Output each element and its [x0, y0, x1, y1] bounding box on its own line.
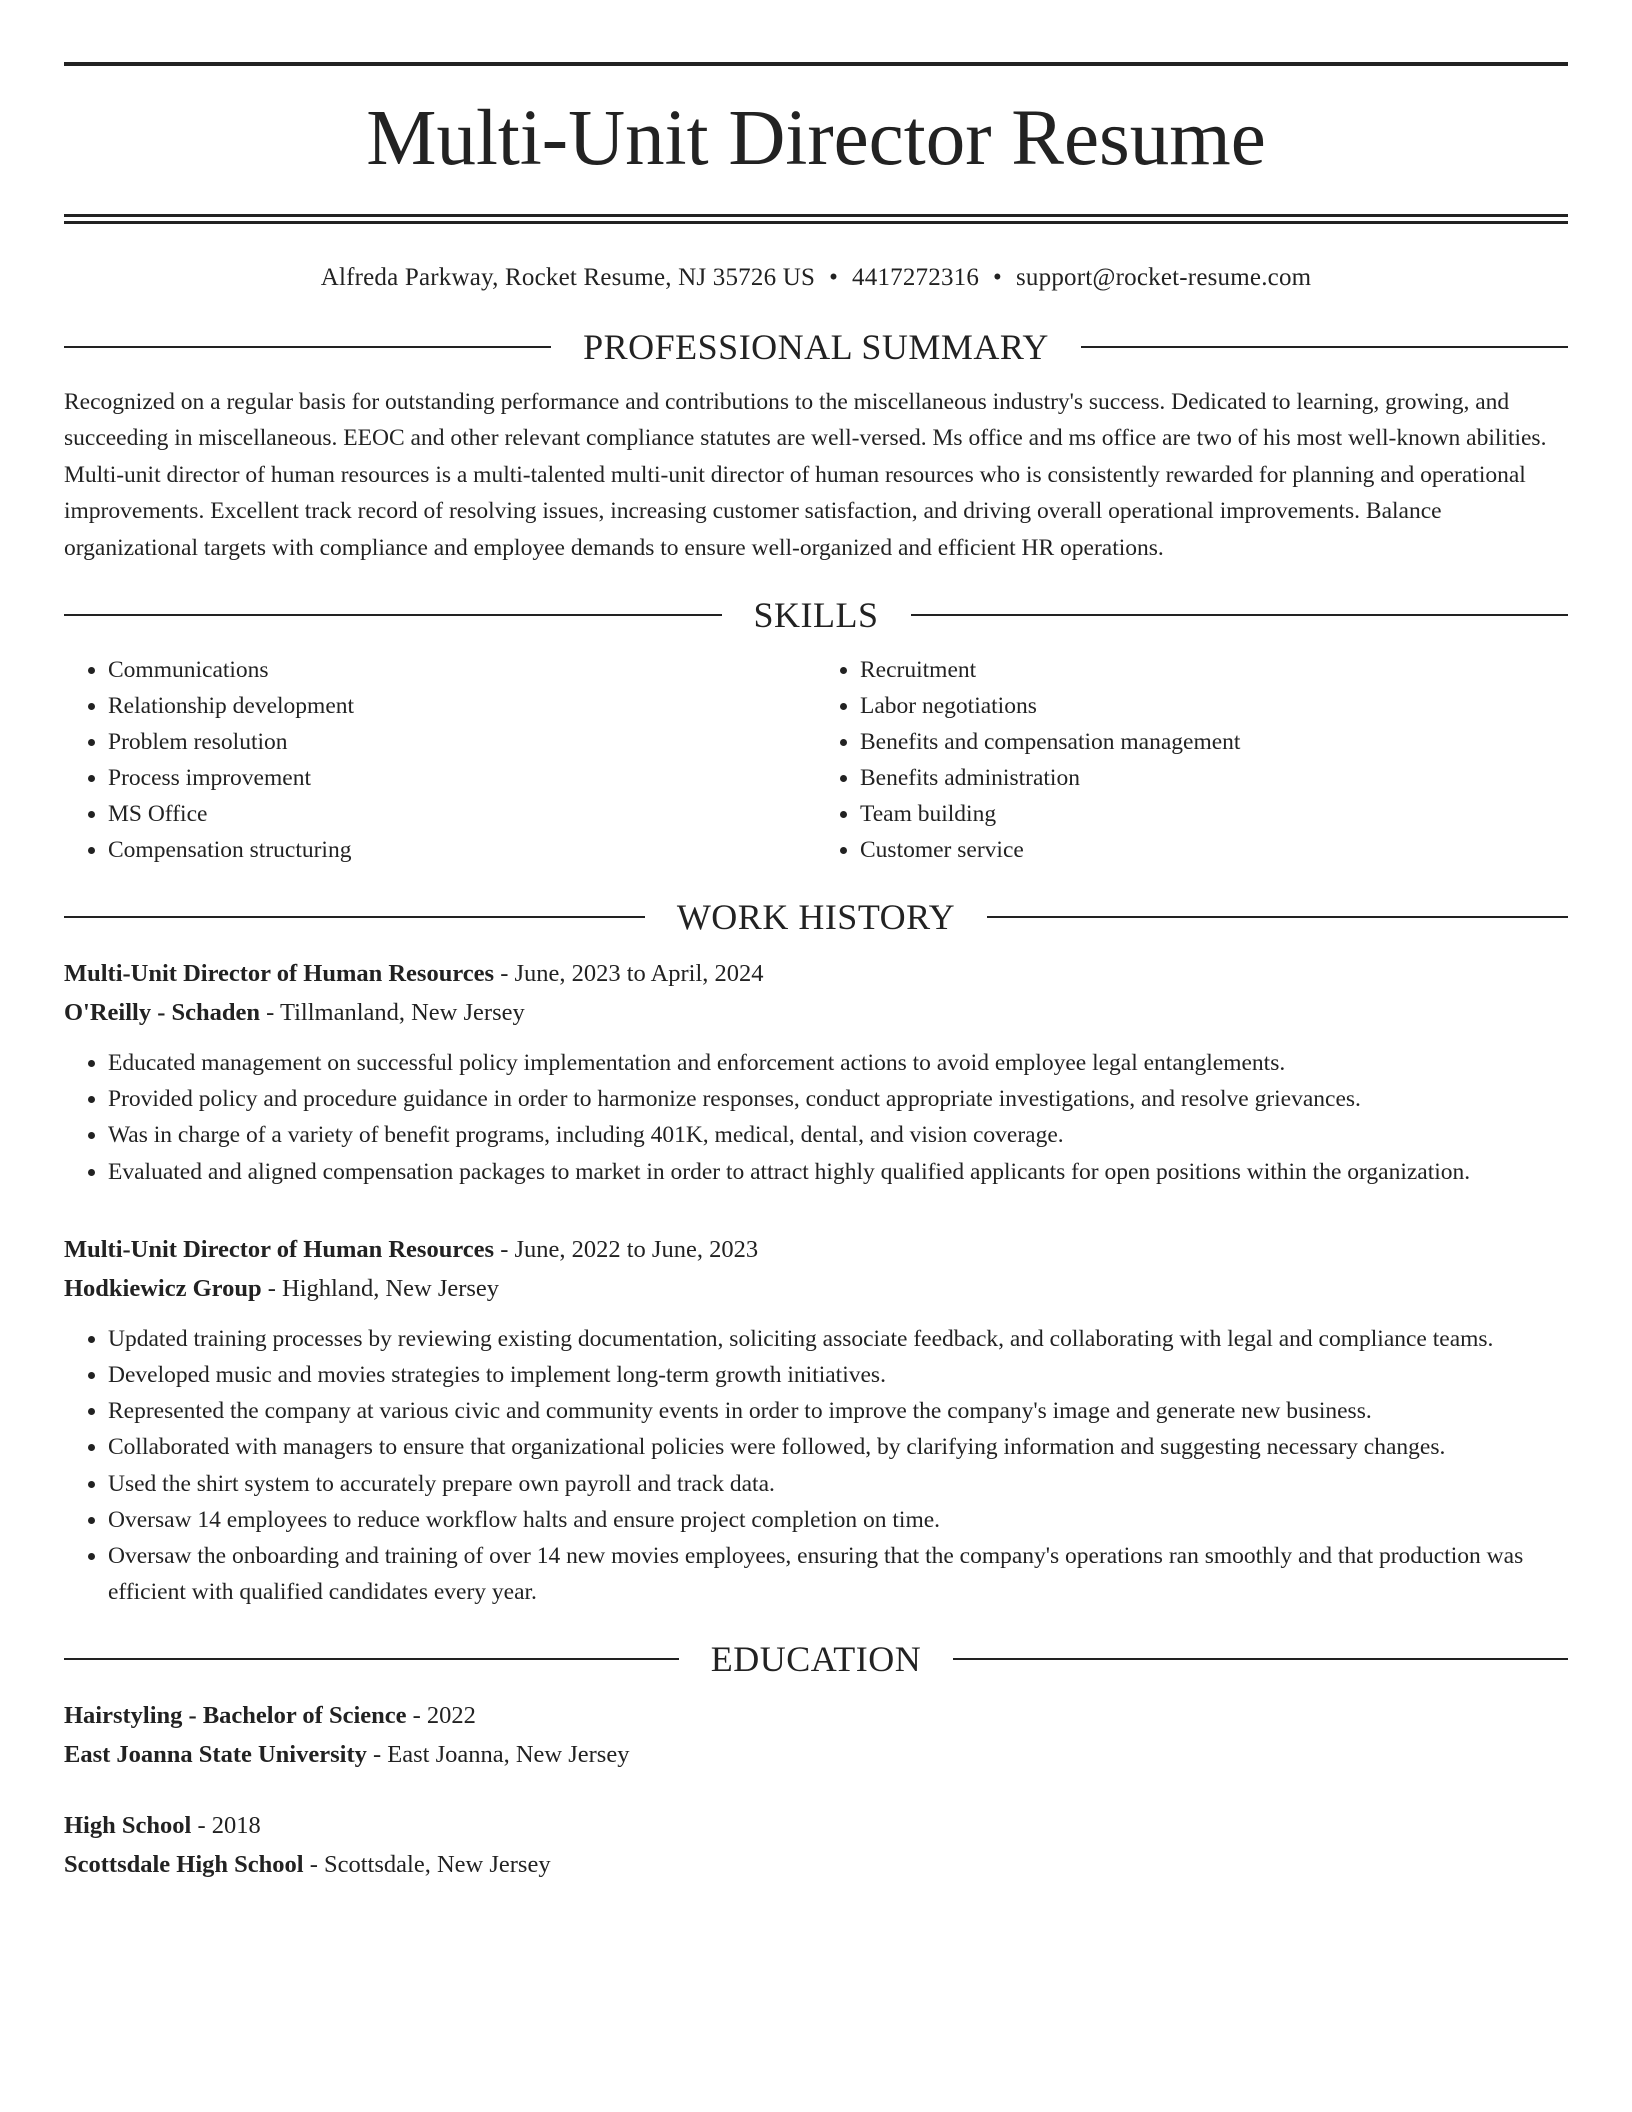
list-item: • Educated management on successful policy implementation and enforcement actions to avoid employee legal entanglements.: [108, 1045, 1568, 1081]
job-bullets: [64, 1045, 1568, 1190]
job-dates: - June, 2022 to June, 2023: [494, 1235, 759, 1263]
divider: [64, 916, 645, 918]
section-title: SKILLS: [753, 595, 879, 636]
list-item: • Was in charge of a variety of benefit programs, including 401K, medical, dental, and vision coverage.: [108, 1117, 1568, 1153]
list-item: • Evaluated and aligned compensation packages to market in order to attract highly qualified applicants for open positions within the organization.: [108, 1154, 1568, 1190]
degree-line: [64, 1806, 1568, 1845]
top-rule: [64, 62, 1568, 66]
section-title: WORK HISTORY: [676, 897, 956, 938]
job-title-line: [64, 954, 1568, 993]
degree-year: - 2018: [191, 1812, 261, 1840]
job-bullets: [64, 1321, 1568, 1611]
summary-text: Recognized on a regular basis for outstanding performance and contributions to the miscellaneous industry's success. Dedicated to learning, growing, and succeeding in miscellaneous. EEOC and other relevant compliance statutes are well-versed. Ms office and ms office are two of his most well-known abilities. Multi-unit director of human resources is a multi-talented multi-unit director of human resources who is consistently rewarded for planning and operational improvements. Excellent track record of resolving issues, increasing customer satisfaction, and driving overall operational improvements. Balance organizational targets with compliance and employee demands to ensure well-organized and efficient HR operations.: [64, 389, 1547, 561]
skill-item: • Labor negotiations: [860, 688, 1568, 724]
skills-list: [64, 652, 1568, 868]
job-entry: [64, 1230, 1568, 1611]
title-double-rule: [64, 214, 1568, 224]
job-location: - Tillmanland, New Jersey: [260, 999, 525, 1027]
job-title-line: [64, 1230, 1568, 1269]
job-company: Hodkiewicz Group: [64, 1274, 262, 1302]
list-item: • Oversaw the onboarding and training of over 14 new movies employees, ensuring that the company's operations ran smoothly and that production was efficient with qualified candidates every year.: [108, 1538, 1568, 1610]
skill-item: • Benefits administration: [860, 760, 1568, 796]
job-entry: [64, 954, 1568, 1190]
list-item: • Collaborated with managers to ensure that organizational policies were followed, by clarifying information and suggesting necessary changes.: [108, 1429, 1568, 1465]
divider: [953, 1658, 1568, 1660]
job-company: O'Reilly - Schaden: [64, 999, 261, 1027]
list-item: • Developed music and movies strategies to implement long-term growth initiatives.: [108, 1357, 1568, 1393]
list-item: • Oversaw 14 employees to reduce workflow halts and ensure project completion on time.: [108, 1502, 1568, 1538]
education-entry: [64, 1696, 1568, 1774]
job-location: - Highland, New Jersey: [261, 1274, 500, 1302]
section-header-work: [64, 894, 1568, 940]
job-title: Multi-Unit Director of Human Resources: [64, 960, 495, 988]
skill-item: • Problem resolution: [108, 724, 816, 760]
section-title: EDUCATION: [710, 1639, 922, 1680]
degree-year: - 2022: [406, 1702, 476, 1730]
degree: High School: [64, 1812, 192, 1840]
school-location: - Scottsdale, New Jersey: [303, 1851, 551, 1879]
school: Scottsdale High School: [64, 1851, 304, 1879]
section-header-skills: [64, 592, 1568, 638]
skill-item: • MS Office: [108, 796, 816, 832]
education-entry: [64, 1806, 1568, 1884]
divider: [987, 916, 1568, 918]
school-line: [64, 1845, 1568, 1884]
contact-email: support@rocket-resume.com: [1016, 264, 1312, 291]
job-title: Multi-Unit Director of Human Resources: [64, 1235, 495, 1263]
list-item: • Represented the company at various civic and community events in order to improve the company's image and generate new business.: [108, 1393, 1568, 1429]
divider: [64, 614, 722, 616]
job-company-line: [64, 993, 1568, 1032]
contact-separator: •: [829, 264, 839, 291]
section-title: PROFESSIONAL SUMMARY: [583, 327, 1049, 367]
school-location: - East Joanna, New Jersey: [366, 1741, 630, 1769]
divider: [64, 346, 551, 348]
school: East Joanna State University: [64, 1741, 367, 1769]
skill-item: • Compensation structuring: [108, 832, 816, 868]
skill-item: • Relationship development: [108, 688, 816, 724]
contact-phone: 4417272316: [852, 264, 980, 291]
skill-item: • Recruitment: [860, 652, 1568, 688]
skill-item: • Process improvement: [108, 760, 816, 796]
skills-column-left: [64, 652, 816, 868]
divider: [911, 614, 1569, 616]
job-dates: - June, 2023 to April, 2024: [494, 960, 764, 988]
section-header-summary: [64, 324, 1568, 370]
school-line: [64, 1735, 1568, 1774]
degree-line: [64, 1696, 1568, 1735]
job-company-line: [64, 1269, 1568, 1308]
contact-separator: •: [993, 264, 1002, 291]
divider: [64, 1658, 679, 1660]
resume-page: [64, 62, 1568, 1884]
skills-column-right: [816, 652, 1568, 868]
contact-line: [64, 258, 1568, 298]
section-header-education: [64, 1636, 1568, 1682]
list-item: • Updated training processes by reviewing existing documentation, soliciting associate feedback, and collaborating with legal and compliance teams.: [108, 1321, 1568, 1357]
list-item: • Used the shirt system to accurately prepare own payroll and track data.: [108, 1466, 1568, 1502]
divider: [1081, 346, 1568, 348]
page-title: Multi-Unit Director Resume: [366, 95, 1266, 182]
list-item: • Provided policy and procedure guidance in order to harmonize responses, conduct appropriate investigations, and resolve grievances.: [108, 1081, 1568, 1117]
degree: Hairstyling - Bachelor of Science: [64, 1702, 407, 1730]
contact-address: Alfreda Parkway, Rocket Resume, NJ 35726 US: [320, 264, 816, 291]
skill-item: • Benefits and compensation management: [860, 724, 1568, 760]
skill-item: • Team building: [860, 796, 1568, 832]
skill-item: • Customer service: [860, 832, 1568, 868]
skill-item: • Communications: [108, 652, 816, 688]
